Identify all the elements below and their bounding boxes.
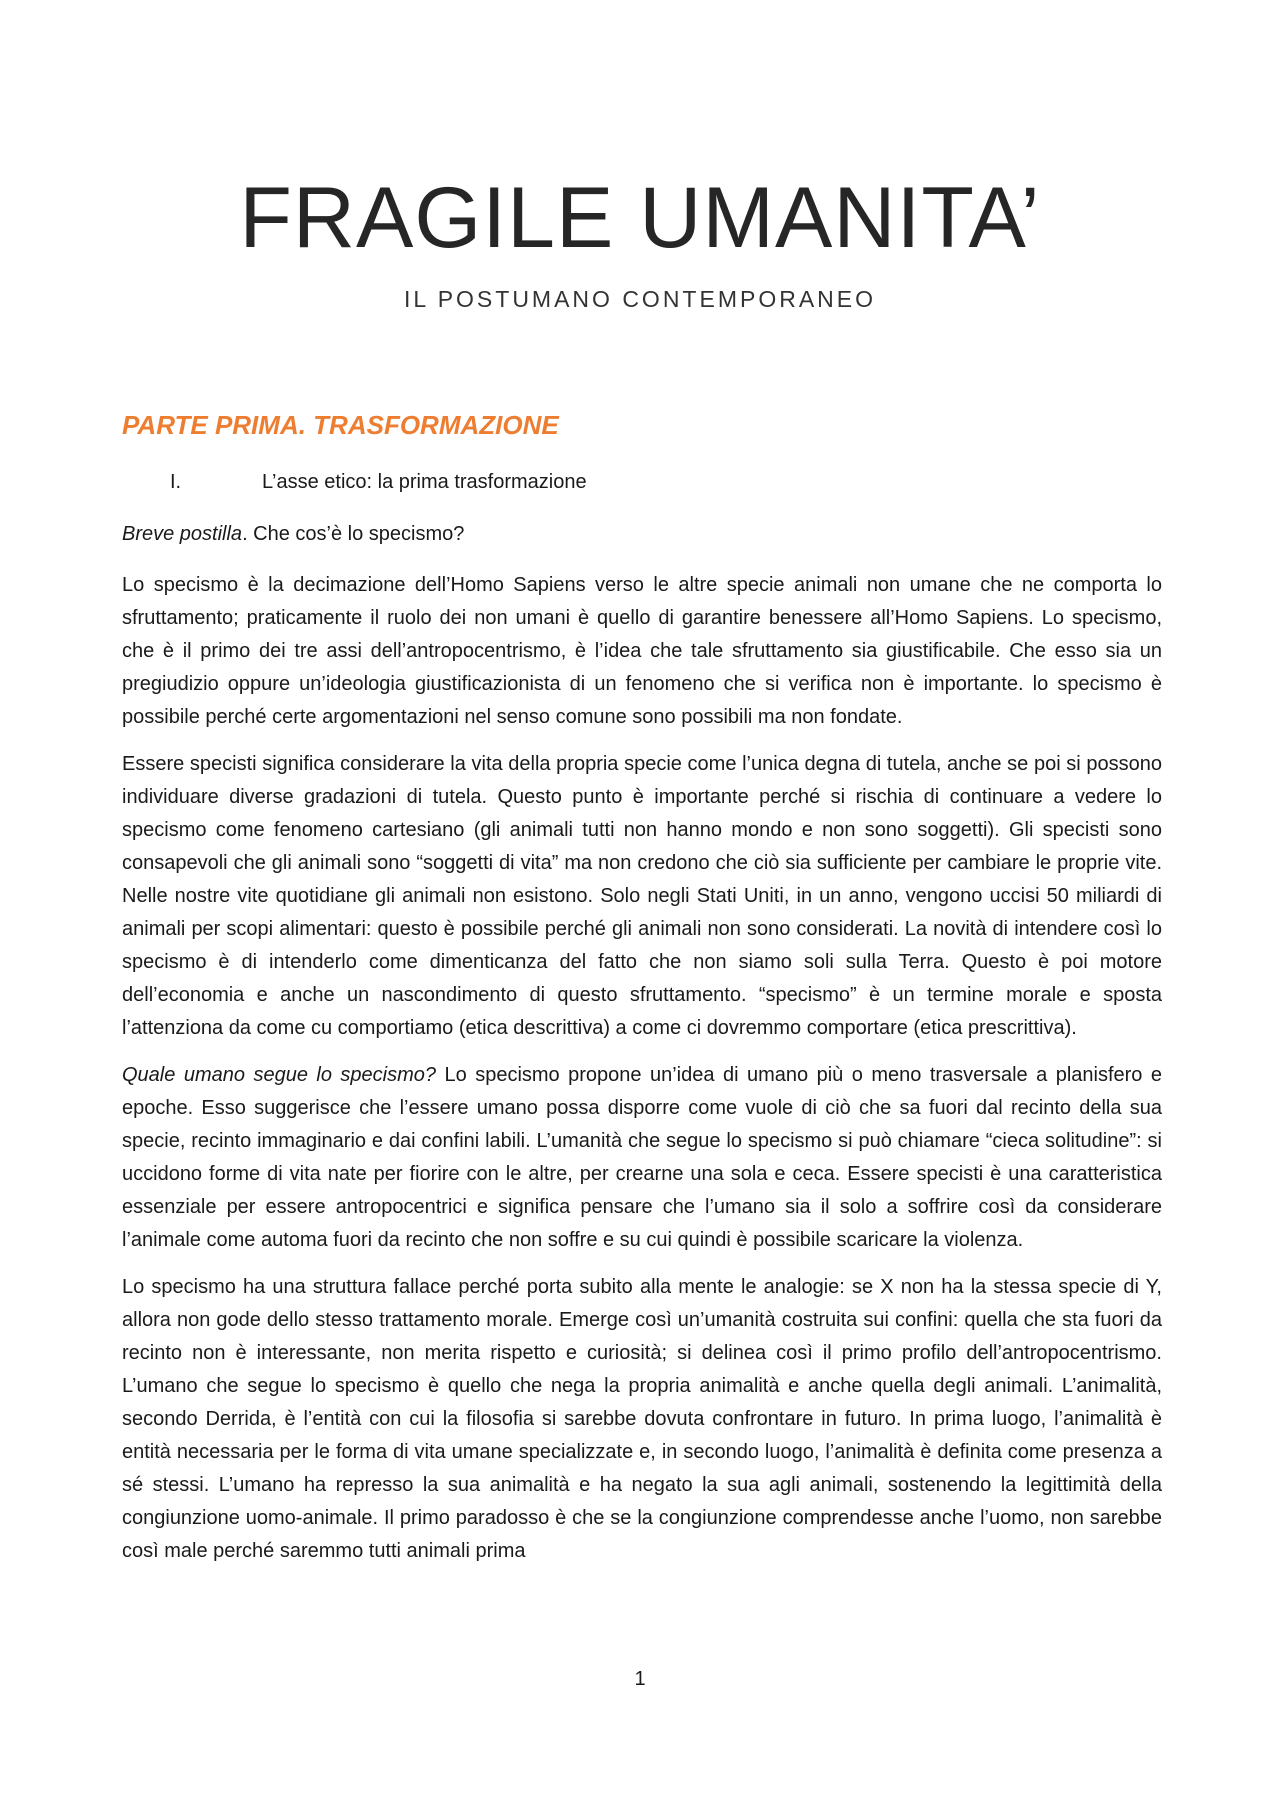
body-text [122,518,1162,1582]
chapter-heading [170,468,1070,496]
page-number: 1 [634,1668,646,1690]
paragraph-quale-italic: Quale umano segue lo specismo? [122,1064,437,1086]
paragraph: Lo specismo è la decimazione dell’Homo Sapiens verso le altre specie animali non umane che ne comporta lo sfruttamento; praticamente il ruolo dei non umani è quello di garantire benessere all’Homo Sapiens. Lo specismo, che è il primo dei tre assi dell’antropocentrismo, è l’idea che tale sfruttamento sia giustificabile. Che esso sia un pregiudizio oppure un’ideologia giustificazionista di un fenomeno che si verifica non è importante. lo specismo è possibile perché certe argomentazioni nel senso comune sono possibili ma non fondate. [122,574,1162,728]
chapter-number: I. [170,471,182,493]
intro-italic: Breve postilla [122,523,243,545]
intro-rest: . Che cos’è lo specismo? [242,523,465,545]
chapter-title: L’asse etico: la prima trasformazione [262,471,587,493]
paragraph: Essere specisti significa considerare la vita della propria specie come l’unica degna di tutela, anche se poi si possono individuare diverse gradazioni di tutela. Questo punto è importante perché si rischia di continuare a vedere lo specismo come fenomeno cartesiano (gli animali tutti non hanno mondo e non sono soggetti). Gli specisti sono consapevoli che gli animali sono “soggetti di vita” ma non credono che ciò sia sufficiente per cambiare le proprie vite. Nelle nostre vite quotidiane gli animali non esistono. Solo negli Stati Uniti, in un anno, vengono uccisi 50 miliardi di animali per scopi alimentari: questo è possibile perché gli animali non sono considerati. La novità di intendere così lo specismo è di intenderlo come dimenticanza del fatto che non siamo soli sulla Terra. Questo è poi motore dell’economia e anche un nascondimento di questo sfruttamento. “specismo” è un termine morale e sposta l’attenziona da come cu comportiamo (etica descrittiva) a come ci dovremmo comportare (etica prescrittiva). [122,753,1162,1039]
paragraph-quale [122,1059,1162,1257]
paragraph: Lo specismo ha una struttura fallace perché porta subito alla mente le analogie: se X non ha la stessa specie di Y, allora non gode dello stesso trattamento morale. Emerge così un’umanità costruita sui confini: quella che sta fuori da recinto non è interessante, non merita rispetto e curiosità; si delinea così il primo profilo dell’antropocentrismo. L’umano che segue lo specismo è quello che nega la propria animalità e anche quella degli animali. L’animalità, secondo Derrida, è l’entità con cui la filosofia si sarebbe dovuta confrontare in futuro. In prima luogo, l’animalità è entità necessaria per le forma di vita umane specializzate e, in secondo luogo, l’animalità è definita come presenza a sé stessi. L’umano ha represso la sua animalità e ha negato la sua agli animali, sostenendo la legittimità della congiunzione uomo-animale. Il primo paradosso è che se la congiunzione comprendesse anche l’uomo, non sarebbe così male perché saremmo tutti animali prima [122,1276,1162,1562]
intro-line [122,518,1162,551]
document-title: FRAGILE UMANITA’ [239,170,1041,266]
document-subtitle: IL POSTUMANO CONTEMPORANEO [403,286,877,312]
paragraph-quale-rest: Lo specismo propone un’idea di umano più o meno trasversale a planisfero e epoche. Esso suggerisce che l’essere umano possa disporre come vuole di ciò che sa fuori dal recinto della sua specie, recinto immaginario e dai confini labili. L’umanità che segue lo specismo si può chiamare “cieca solitudine”: si uccidono forme di vita nate per fiorire con le altre, per crearne una sola e ceca. Essere specisti è una caratteristica essenziale per essere antropocentrici e significa pensare che l’umano sia il solo a soffrire così da considerare l’animale come automa fuori da recinto che non soffre e su cui quindi è possibile scaricare la violenza. [122,1064,1162,1251]
part-heading: PARTE PRIMA. TRASFORMAZIONE [122,410,559,440]
